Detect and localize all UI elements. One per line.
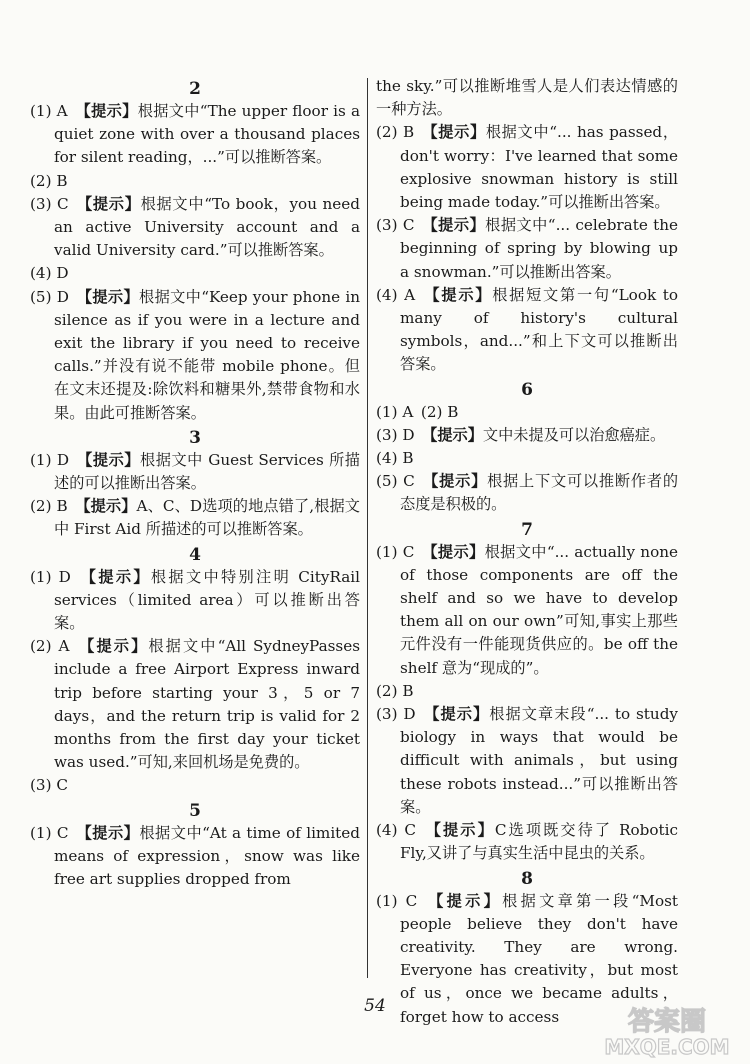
section-number: 3 [189, 427, 201, 448]
answer-explanation: 根据文中特别注明 CityRail services（limited area）可以推断出答案。 [54, 567, 360, 633]
watermark-line2: MXQE.COM [604, 1035, 730, 1058]
hint-label: 【提示】 [421, 123, 486, 142]
hint-label: 【提示】 [75, 497, 137, 516]
hint-label: 【提示】 [424, 891, 503, 910]
answer-number: (4) C [376, 821, 417, 840]
answer-explanation: 根据文章末段“... to study biology in ways that would be difficult with animals，but using these robots instead...”可以推断出答案。 [400, 705, 678, 816]
answer-number: (1) A [376, 402, 414, 421]
answer-number: (3) D [376, 705, 416, 724]
answer-item [376, 121, 678, 214]
answer-number: (2) B [376, 123, 415, 142]
answer-number: (3) D [376, 425, 415, 444]
answer-number: (4) D [30, 264, 69, 283]
answer-number: (5) D [30, 287, 69, 306]
continued-text: the sky.”可以推断堆雪人是人们表达情感的一种方法。 [376, 77, 678, 119]
answer-number: (2) B [30, 497, 68, 516]
section-number: 4 [189, 544, 201, 565]
answer-item [30, 495, 360, 541]
hint-label: 【提示】 [76, 823, 140, 842]
hint-label: 【提示】 [77, 637, 149, 656]
hint-label: 【提示】 [421, 542, 485, 561]
answer-item [376, 284, 678, 377]
answer-item [376, 541, 678, 680]
answer-number: (3) C [376, 216, 415, 235]
answer-number: (4) A [376, 285, 416, 304]
answer-explanation: 文中未提及可以治愈癌症。 [482, 425, 666, 444]
hint-label: 【提示】 [423, 821, 495, 840]
answer-explanation: 根据文中“At a time of limited means of expression，snow was like free art supplies dropped from [54, 823, 360, 889]
answer-explanation: 根据文中“... actually none of those components are off the shelf and so we have to develop them all on our own”可知,事实上那些元件没有一件能现货供应的。be off the shelf 意为“现成的”。 [400, 542, 678, 677]
answer-item [30, 566, 360, 636]
answer-item [30, 170, 360, 193]
hint-label: 【提示】 [422, 285, 493, 304]
right-column [376, 75, 678, 1029]
answer-item [376, 680, 678, 703]
hint-label: 【提示】 [78, 567, 151, 586]
answer-explanation: 根据文中 Guest Services 所描述的可以推断出答案。 [54, 450, 360, 493]
watermark-logo [592, 1002, 742, 1058]
watermark-line1: 答案圈 [627, 1007, 707, 1037]
answer-number: (1) C [376, 891, 418, 910]
answer-number: (4) B [376, 449, 414, 468]
section-number: 2 [189, 79, 201, 99]
section-number: 8 [521, 868, 533, 889]
answer-explanation: A、C、D选项的地点错了,根据文中 First Aid 所描述的可以推断答案。 [54, 497, 360, 539]
answer-item [30, 100, 360, 170]
answer-number: (3) C [30, 194, 69, 213]
answer-item [30, 822, 360, 892]
hint-label: 【提示】 [422, 425, 483, 444]
section-number: 5 [189, 800, 201, 821]
answer-number: (5) C [376, 472, 415, 491]
answer-number: (1) D [30, 567, 71, 586]
answer-item [376, 401, 678, 424]
answer-number: (3) C [30, 776, 68, 795]
answer-item [376, 703, 678, 819]
answer-item [30, 449, 360, 495]
answer-item [30, 286, 360, 425]
hint-label: 【提示】 [423, 705, 490, 724]
answer-item [30, 635, 360, 774]
answer-item [376, 819, 678, 865]
left-column [30, 76, 360, 891]
answer-item [376, 424, 678, 447]
answer-explanation: 根据上下文可以推断作者的态度是积极的。 [400, 472, 679, 514]
answer-explanation: C选项既交待了 Robotic Fly,又讲了与真实生活中昆虫的关系。 [400, 821, 679, 863]
hint-label: 【提示】 [76, 287, 140, 306]
answer-explanation: 根据短文第一句“Look to many of history's cultural symbols，and...”和上下文可以推断出答案。 [400, 285, 679, 374]
column-divider [367, 78, 368, 978]
answer-number: (1) D [30, 450, 70, 469]
answer-explanation: (2) B [420, 402, 459, 421]
page-number: 54 [364, 996, 386, 1016]
answer-explanation: 根据文中“To book，you need an active University account and a valid University card.”可以推断答案。 [54, 194, 361, 260]
answer-explanation: 根据文中“Keep your phone in silence as if you were in a lecture and exit the library if you need to receive calls.”并没有说不能带 mobile phone。但在文末还提及:除饮料和糖果外,禁带食物和水果。由此可推断答案。 [54, 287, 360, 422]
answer-item [376, 470, 678, 516]
answer-number: (2) A [30, 637, 70, 656]
hint-label: 【提示】 [76, 194, 141, 213]
answer-explanation: 根据文章第一段“Most people believe they don't have creativity. They are wrong. Everyone has creativity，but most of us，once we became adults，forget how to access [400, 891, 679, 1026]
answer-item [30, 262, 360, 285]
answer-item [376, 214, 678, 284]
hint-label: 【提示】 [422, 472, 488, 491]
answer-explanation: 根据文中“... has passed，don't worry：I've learned that some explosive snowman history is still being made today.”可以推断出答案。 [400, 123, 679, 212]
answer-item [30, 193, 360, 263]
hint-label: 【提示】 [422, 216, 486, 235]
answer-item [376, 447, 678, 470]
section-number: 6 [521, 379, 533, 400]
hint-label: 【提示】 [76, 450, 141, 469]
answer-explanation: 根据文中“The upper floor is a quiet zone with over a thousand places for silent reading，...”可以推断答案。 [54, 102, 360, 167]
answer-number: (2) B [376, 681, 414, 700]
answer-number: (1) A [30, 102, 68, 120]
answer-explanation: 根据文中“All SydneyPasses include a free Airport Express inward trip before starting your 3，5 or 7 days，and the return trip is valid for 2 months from the first day your ticket was used.”可知,来回机场是免费的。 [54, 637, 361, 772]
section-number: 7 [521, 519, 533, 540]
answer-number: (1) C [376, 542, 415, 561]
answer-explanation: 根据文中“... celebrate the beginning of spring by blowing up a snowman.”可以推断出答案。 [400, 216, 678, 281]
answer-number: (1) C [30, 823, 69, 842]
hint-label: 【提示】 [75, 102, 138, 120]
answer-number: (2) B [30, 171, 68, 190]
answer-item [30, 774, 360, 797]
